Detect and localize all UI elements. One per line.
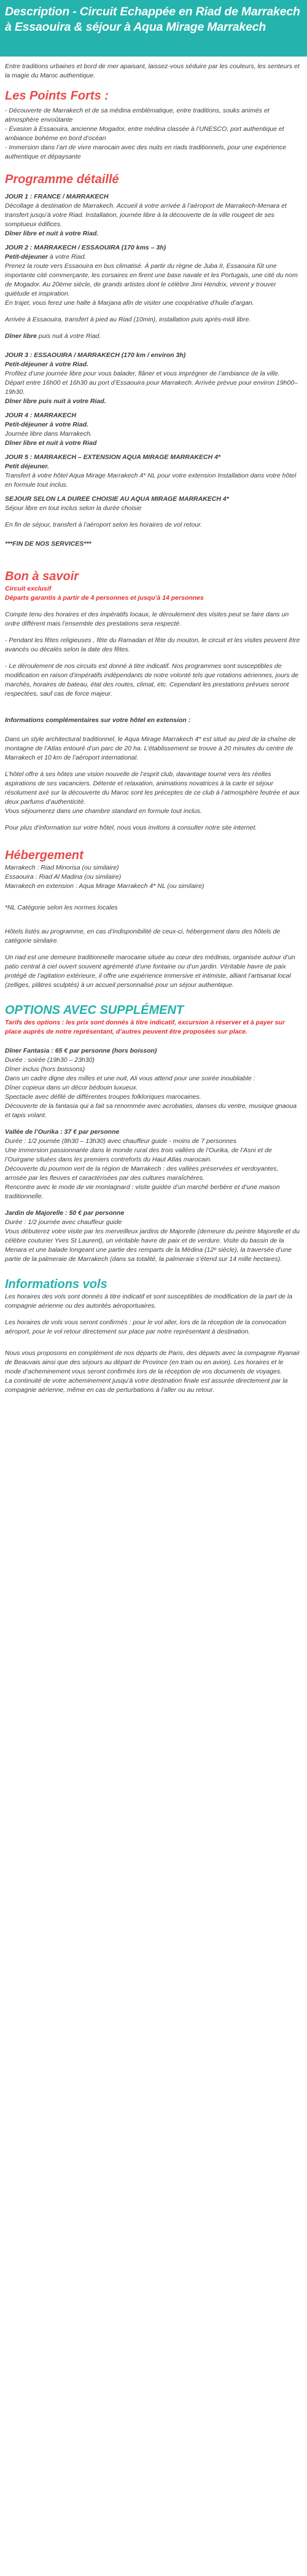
day-3-text-2: Départ entre 16h00 et 16h30 au port d’Essaouira pour Marrakech. Arrivée prévue pour environ 19h00–19h30. <box>5 379 298 396</box>
end-services: ***FIN DE NOS SERVICES*** <box>5 540 91 548</box>
day-3-breakfast: Petit-déjeuner à votre Riad. <box>5 361 88 368</box>
hebergement-text-2: Un riad est une demeure traditionnelle marocaine située au cœur des médinas, organisée autour d’un patio central à ciel ouvert souvent agrémenté d’une fontaine ou d’un jardin. Véritable havre de paix protégé de l’agitation extérieure, il offre une expérience immersive et intimiste, alliant l’artisanat local (zelliges, plâtres sculptés) à un accueil personnalisé pour un séjour authentique. <box>5 954 295 989</box>
option-1-line-3: Dans un cadre digne des milles et une nuit, Ali vous attend pour une soirée inoubliable : <box>5 1075 255 1082</box>
day-4-breakfast: Petit-déjeuner à votre Riad. <box>5 421 88 428</box>
hotel-info-3: Vous séjournerez dans une chambre standard en formule tout inclus. <box>5 807 202 815</box>
day-2-text-2: En trajet, vous ferez une halte à Marjana afin de visiter une coopérative d’huile d’argan. <box>5 299 254 307</box>
hotel-info-2: L’hôtel offre à ses hôtes une vision nouvelle de l’esprit club, davantage tourné vers les réelles aspirations de ses vacanciers. Détente et relaxation, animations novatrices à la carte et séjour résolument axé sur la découverte du Maroc sont les préceptes de ce club à l’atmosphère feutrée et aux deux parfums d’authenticité. <box>5 771 300 806</box>
option-1-line-6: Découverte de la fantasia qui a fait sa renommée avec acrobaties, danses du ventre, musique gnaoua et tapis volant. <box>5 1102 297 1119</box>
sejour-text: Séjour libre en tout inclus selon la durée choisie <box>5 505 142 512</box>
hebergement-line-1: Marrakech : Riad Minorisa (ou similaire) <box>5 864 119 871</box>
day-2-breakfast-label: Petit-déjeuner <box>5 253 49 261</box>
day-2-meal <box>5 332 301 341</box>
vols-text-4: La continuité de votre acheminement jusqu’à votre destination finale est assurée directement par la compagnie aérienne, même en cas de perturbations à l’aller ou au retour. <box>5 1377 288 1394</box>
option-1-line-4: Dîner copieux dans un décor bédouin luxueux. <box>5 1084 138 1091</box>
point-fort-2: - Évasion à Essaouira, ancienne Mogador, entre médina classée à l’UNESCO, port authentique et ambiance bohème en bord d’océan <box>5 125 284 142</box>
day-2-text-1: Prenez la route vers Essaouira en bus climatisé. À partir du règne de Juba II, Essaouira fût une importante cité commerçante, les corsaires en firent une base navale et les Portugais, une cité du nom de Mogador. Au 20ème siècle, de grands artistes dont le célèbre Jimi Hendrix, vinrent y trouver quiétude et inspiration. <box>5 262 298 297</box>
intro-text: Entre traditions urbaines et bord de mer apaisant, laissez-vous séduire par les couleurs, les senteurs et la magie du Maroc authentique. <box>5 63 300 79</box>
hotel-info-4: Pour plus d’information sur votre hôtel, nous vous invitons à consulter notre site internet. <box>5 824 257 831</box>
day-3-meal: Dîner libre puis nuit à votre Riad. <box>5 398 106 405</box>
day-2-meal-suffix: puis nuit à votre Riad. <box>36 332 101 340</box>
day-1-title: JOUR 1 : FRANCE / MARRAKECH <box>5 193 109 200</box>
bon-a-savoir-text-2: - Pendant les fêtes religieuses , fête du Ramadan et fête du mouton, le circuit et les visites peuvent être avancés ou décalés selon la date des fêtes. <box>5 637 300 653</box>
section-title-programme: Programme détaillé <box>5 173 119 186</box>
content <box>0 62 307 1395</box>
bon-a-savoir-text-3: - Le déroulement de nos circuits est donné à titre indicatif. Nos programmes sont susceptibles de modification en raison d’impératifs indépendants de notre volonté tels que rotations aériennes, jours de marchés, horaires de bateau, état des routes, climat, etc. Cependant les prestations prévues seront respectées, sauf cas de force majeur. <box>5 662 299 697</box>
day-2-breakfast-suffix: à votre Riad. <box>48 253 87 261</box>
day-4-text: Journée libre dans Marrakech. <box>5 430 92 438</box>
option-1-title: Dîner Fantasia : 65 € par personne (hors boisson) <box>5 1047 157 1054</box>
day-1-meal: Dîner libre et nuit à votre Riad. <box>5 230 99 237</box>
option-2-line-2: Une immersion passionnante dans le monde rural des trois vallées de l’Ourika, de l’Asni et de l’Ouirgane situées dans les premiers contreforts du Haut Atlas marocain. <box>5 1147 272 1163</box>
fin-sejour-text: En fin de séjour, transfert à l’aéroport selon les horaires de vol retour. <box>5 521 203 528</box>
option-3-line-2: Vous débuterez votre visite par les merveilleux jardins de Majorelle (demeure du peintre Majorelle et du célèbre couturier Yves St Laurent), un véritable havre de paix et de verdure. Visite du bassin de la Menara et une balade longeant une partie des remparts de la Médina (12ᵉ siècle), la traversée d’une partie de la palmeraie de Marrakech (dans sa totalité, la palmeraie s’étend sur 14 mille hectares). <box>5 1228 300 1263</box>
day-5-breakfast: Petit déjeuner. <box>5 463 49 470</box>
section-title-hebergement: Hébergement <box>5 849 84 862</box>
day-5-text: Transfert à votre hôtel Aqua Mirage Marrakech 4* NL pour votre extension Installation dans votre hôtel en formule tout inclus. <box>5 472 297 489</box>
point-fort-1: - Découverte de Marrakech et de sa médina emblématique, entre traditions, souks animés et atmosphère envoûtante <box>5 107 270 124</box>
section-title-bon-a-savoir: Bon à savoir <box>5 570 79 583</box>
option-1-line-1: Durée : soirée (19h30 – 23h30) <box>5 1056 95 1064</box>
section-title-options: OPTIONS AVEC SUPPLÉMENT <box>5 1003 184 1017</box>
day-2-meal-label: Dîner libre <box>5 332 37 340</box>
option-2-line-3: Découverte du poumon vert de la région de Marrakech : des vallées préservées et verdoyantes, arrosée par les fleuves et caractérisées par des cultures maraîchères. <box>5 1165 279 1182</box>
day-4-meal: Dîner libre et nuit à votre Riad <box>5 439 97 447</box>
sejour-title: SEJOUR SELON LA DUREE CHOISIE AU AQUA MIRAGE MARRAKECH 4* <box>5 495 229 503</box>
option-1-line-2: Dîner inclus (hors boissons) <box>5 1066 85 1073</box>
section-title-informations-vols: Informations vols <box>5 1278 107 1291</box>
page-title: Description - Circuit Echappée en Riad de Marrakech à Essaouira & séjour à Aqua Mirage Marrakech <box>5 5 300 34</box>
option-2-line-4: Rencontre avec le mode de vie montagnard : visite guidée d’un marché berbère et d’une maison traditionnelle. <box>5 1184 280 1200</box>
vols-text-3: Nous vous proposons en complément de nos départs de Paris, des départs avec la compagnie Ryanair de Beauvais ainsi que des séjours au départ de Province (en train ou en avion). Les horaires et le mode d’acheminement vous seront confirmés lors de la réception de vos documents de voyages. <box>5 1349 300 1375</box>
hebergement-line-2: Essaouira : Riad Al Madina (ou similaire) <box>5 873 122 881</box>
point-fort-3: - Immersion dans l’art de vivre marocain avec des nuits en riads traditionnels, pour une expérience authentique et dépaysante <box>5 144 287 160</box>
option-3-line-1: Durée : 1/2 journée avec chauffeur guide <box>5 1219 122 1226</box>
hotel-info-title: Informations complémentaires sur votre hôtel en extension : <box>5 717 191 724</box>
hero-banner <box>0 0 307 57</box>
vols-text-2: Les horaires de vols vous seront confirmés : pour le vol aller, lors de la réception de la convocation aéroport, pour le vol retour directement sur place par notre représentant à destination. <box>5 1319 287 1335</box>
vols-text-1: Les horaires des vols sont donnés à titre indicatif et sont susceptibles de modification de la part de la compagnie aérienne ou des autorités aéroportuaires. <box>5 1293 293 1310</box>
day-2-text-3: Arrivée à Essaouira, transfert à pied au Riad (10min), installation puis après-midi libre. <box>5 316 251 323</box>
day-4-title: JOUR 4 : MARRAKECH <box>5 412 77 419</box>
option-2-line-1: Durée : 1/2 journée (8h30 – 13h30) avec chauffeur guide - moins de 7 personnes <box>5 1137 237 1145</box>
day-3-text-1: Profitez d’une journée libre pour vous balader, flâner et vous imprégner de l’ambiance de la ville. <box>5 370 280 377</box>
bon-a-savoir-text-1: Compte tenu des horaires et des impératifs locaux, le déroulement des visites peut se faire dans un ordre différent mais l’ensemble des prestations sera respecté. <box>5 611 289 627</box>
hebergement-note: *NL Catégorie selon les normes locales <box>5 904 118 911</box>
departs-garantis: Départs garantis à partir de 4 personnes et jusqu’à 14 personnes <box>5 594 204 602</box>
circuit-exclusif: Circuit exclusif <box>5 585 52 592</box>
day-1-text: Décollage à destination de Marrakech. Accueil à votre arrivée à l’aéroport de Marrakech-Menara et transfert jusqu’à votre Riad. Installation, journée libre à la découverte de la ville rougeet de ses somptueux édifices. <box>5 202 287 228</box>
day-5-title: JOUR 5 : MARRAKECH – EXTENSION AQUA MIRAGE MARRAKECH 4* <box>5 454 221 461</box>
hebergement-text-1: Hôtels listés au programme, en cas d’indisponibilité de ceux-ci, hébergement dans des hôtels de catégorie similaire. <box>5 928 281 944</box>
option-1-line-5: Spectacle avec défilé de différentes troupes folkloriques marocaines. <box>5 1093 201 1101</box>
section-title-points-forts: Les Points Forts : <box>5 89 109 103</box>
day-3-title: JOUR 3 : ESSAOUIRA / MARRAKECH (170 km / environ 3h) <box>5 351 186 359</box>
hebergement-line-3: Marrakech en extension : Aqua Mirage Marrakech 4* NL (ou similaire) <box>5 882 204 890</box>
option-2-title: Vallée de l’Ourika : 37 € par personne <box>5 1128 120 1136</box>
hotel-info-1: Dans un style architectural traditionnel, le Aqua Mirage Marrakech 4* est situé au pied de la chaîne de montagne de l’Atlas entouré d’un parc de 20 ha. L’établissement se trouve à 20 minutes du centre de Marrakech et 10 km de l’aéroport international. <box>5 736 296 761</box>
options-intro: Tarifs des options : les prix sont donnés à titre indicatif, excursion à réserver et à payer sur place auprès de notre représentant, d’autres peuvent être proposées sur place. <box>5 1019 285 1035</box>
option-3-title: Jardin de Majorelle : 50 € par personne <box>5 1209 125 1217</box>
day-2-breakfast <box>5 253 301 262</box>
day-2-title: JOUR 2 : MARRAKECH / ESSAOUIRA (170 kms – 3h) <box>5 244 166 251</box>
